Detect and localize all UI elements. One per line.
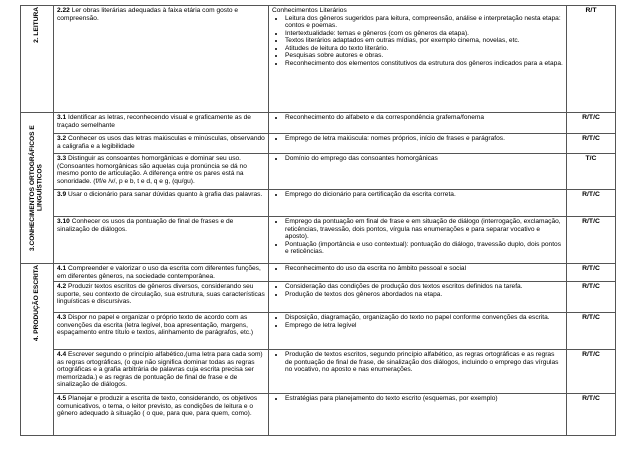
list-item: • Leitura dos gêneros sugeridos para leitura, compreensão, análise e interpretação nesta etapa: contos e poemas. bbox=[285, 15, 563, 30]
code-cell: R/T/C bbox=[567, 394, 616, 436]
objective-cell: 2.22 Ler obras literárias adequadas à faixa etária com gosto e compreensão. bbox=[54, 6, 269, 113]
list-item: • Produção de textos escritos, segundo princípio alfabético, as regras ortográficas e as regras de pontuação de final de frase, de sinalização dos diálogos, incluindo o emprego das vírgulas no vocativo, no aposto e nas enumerações. bbox=[285, 351, 563, 374]
list-item: • Emprego do dicionário para certificação da escrita correta. bbox=[285, 191, 563, 199]
table-row bbox=[21, 313, 616, 350]
list-item: • Atitudes de leitura do texto literário. bbox=[285, 45, 563, 53]
content-cell bbox=[269, 154, 567, 190]
content-cell bbox=[269, 282, 567, 313]
table-row bbox=[21, 154, 616, 190]
list-item: • Estratégias para planejamento do texto escrito (esquemas, por exemplo) bbox=[285, 395, 563, 403]
objective-cell: 3.3 Distinguir as consoantes homorgânicas e dominar seu uso. (Consoantes homorgânicas são aquelas cuja pronúncia se dá no mesmo ponto de articulação. A diferença entre os pares está na sonoridade. (f/f/e /v/, p e b, t e d, q e g, (qu/gu). bbox=[54, 154, 269, 190]
list-item: • Reconhecimento do uso da escrita no âmbito pessoal e social bbox=[285, 265, 563, 273]
objective-cell: 3.2 Conhecer os usos das letras maiúsculas e minúsculas, observando a caligrafia e a legibilidade bbox=[54, 134, 269, 154]
list-item: • Emprego da pontuação em final de frase e em situação de diálogo (interrogação, exclamação, reticências, travessão, dois pontos, vírgula nas enumerações e para separar vocativo e aposto). bbox=[285, 218, 563, 241]
code-cell: R/T/C bbox=[567, 134, 616, 154]
content-cell bbox=[269, 6, 567, 113]
objective-cell: 4.1 Compreender e valorizar o uso da escrita com diferentes funções, em diferentes gêneros, na sociedade contemporânea. bbox=[54, 264, 269, 282]
table-row bbox=[21, 217, 616, 264]
content-cell bbox=[269, 113, 567, 134]
content-cell bbox=[269, 313, 567, 350]
list-item: • Domínio do emprego das consoantes homorgânicas bbox=[285, 155, 563, 163]
code-cell: R/T/C bbox=[567, 264, 616, 282]
content-heading: Conhecimentos Literários bbox=[272, 7, 347, 14]
list-item: • Pontuação (importância e uso contextual): pontuação do diálogo, travessão duplo, dois pontos e reticências. bbox=[285, 241, 563, 256]
objective-cell: 4.3 Dispor no papel e organizar o próprio texto de acordo com as convenções da escrita (letra legível, boa apresentação, margens, espaçamento entre título e textos, alinhamento de parágrafos, etc.) bbox=[54, 313, 269, 350]
objective-cell: 3.1 Identificar as letras, reconhecendo visual e graficamente as de traçado semelhante bbox=[54, 113, 269, 134]
table-row bbox=[21, 264, 616, 282]
table-row bbox=[21, 113, 616, 134]
section-label-producao: 4. PRODUÇÃO ESCRITA bbox=[21, 264, 54, 436]
code-cell: R/T/C bbox=[567, 313, 616, 350]
list-item: • Reconhecimento dos elementos constitutivos da estrutura dos gêneros indicados para a etapa. bbox=[285, 60, 563, 68]
list-item: • Pesquisas sobre autores e obras. bbox=[285, 52, 563, 60]
table-row bbox=[21, 282, 616, 313]
code-cell: R/T bbox=[567, 6, 616, 113]
content-cell bbox=[269, 134, 567, 154]
table-row bbox=[21, 350, 616, 394]
table-row bbox=[21, 6, 616, 113]
table-row bbox=[21, 190, 616, 217]
code-cell: R/T/C bbox=[567, 350, 616, 394]
objective-cell: 4.4 Escrever segundo o princípio alfabético,(uma letra para cada som) as regras ortográficas, (o que não significa dominar todas as regras ortográficas e a grafia arbitrária de palavras cuja escrita precisa ser memorizada.) e as regras de pontuação de final de frase e de sinalização de diálogos. bbox=[54, 350, 269, 394]
list-item: • Consideração das condições de produção dos textos escritos definidos na tarefa. bbox=[285, 283, 563, 291]
content-cell bbox=[269, 394, 567, 436]
section-label-leitura: 2. LEITURA bbox=[21, 6, 54, 113]
list-item: • Emprego de letra maiúscula: nomes próprios, início de frases e parágrafos. bbox=[285, 135, 563, 143]
curriculum-table bbox=[20, 5, 616, 436]
code-cell: R/T/C bbox=[567, 217, 616, 264]
content-cell bbox=[269, 350, 567, 394]
code-cell: T/C bbox=[567, 154, 616, 190]
table-row bbox=[21, 134, 616, 154]
objective-cell: 3.9 Usar o dicionário para sanar dúvidas quanto à grafia das palavras. bbox=[54, 190, 269, 217]
content-cell bbox=[269, 217, 567, 264]
list-item: • Intertextualidade: temas e gêneros (com os gêneros da etapa). bbox=[285, 30, 563, 38]
list-item: • Emprego de letra legível bbox=[285, 322, 563, 330]
section-label-conhecimentos: 3.CONHECIMENTOS ORTOGRÁFICOS E LINGUÍSTICOS bbox=[21, 113, 54, 264]
list-item: • Reconhecimento do alfabeto e da correspondência grafema/fonema bbox=[285, 114, 563, 122]
code-cell: R/T/C bbox=[567, 190, 616, 217]
code-cell: R/T/C bbox=[567, 113, 616, 134]
list-item: • Produção de textos dos gêneros abordados na etapa. bbox=[285, 291, 563, 299]
objective-cell: 3.10 Conhecer os usos da pontuação de final de frases e de sinalização de diálogos. bbox=[54, 217, 269, 264]
table-row bbox=[21, 394, 616, 436]
content-cell bbox=[269, 190, 567, 217]
list-item: • Disposição, diagramação, organização do texto no papel conforme convenções da escrita. bbox=[285, 314, 563, 322]
objective-cell: 4.2 Produzir textos escritos de gêneros diversos, considerando seu suporte, seu contexto de circulação, sua estrutura, suas características linguísticas e discursivas. bbox=[54, 282, 269, 313]
objective-cell: 4.5 Planejar e produzir a escrita de texto, considerando, os objetivos comunicativos, o tema, o leitor previsto, as condições de leitura e o gênero adequado à situação ( o que, para que, para quem, como). bbox=[54, 394, 269, 436]
content-cell bbox=[269, 264, 567, 282]
code-cell: R/T/C bbox=[567, 282, 616, 313]
list-item: • Textos literários adaptados em outras mídias, por exemplo cinema, novelas, etc. bbox=[285, 37, 563, 45]
